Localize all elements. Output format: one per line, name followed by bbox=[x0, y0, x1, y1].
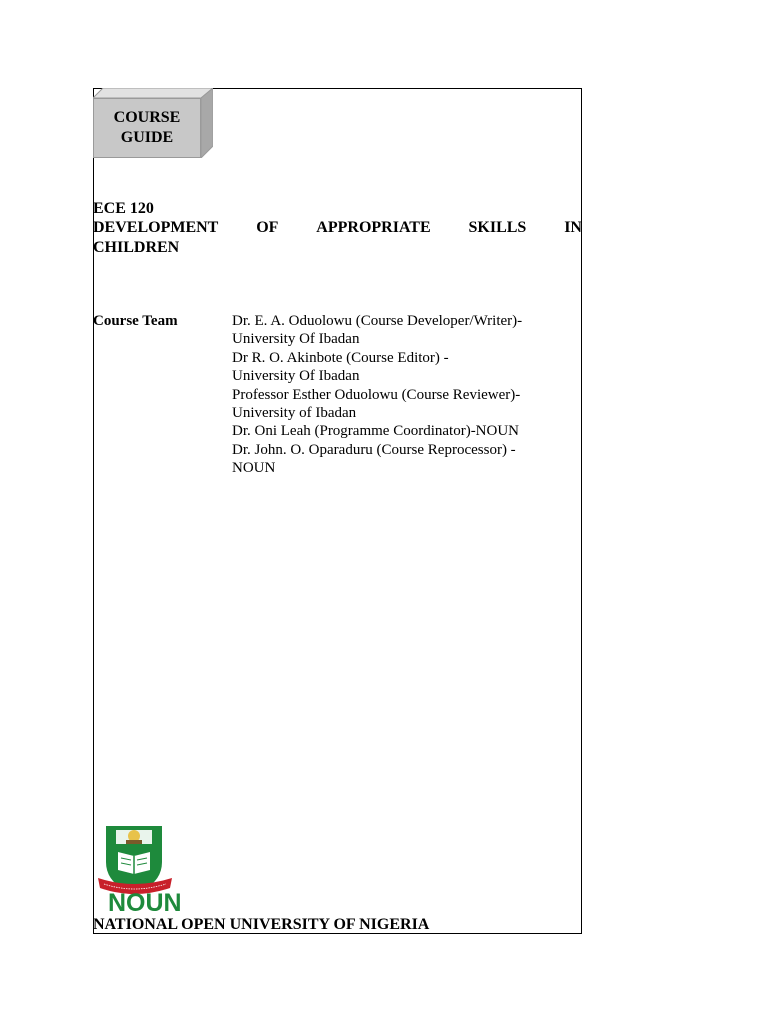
team-member-line: Professor Esther Oduolowu (Course Reviewer)- bbox=[232, 386, 521, 403]
course-title bbox=[93, 218, 582, 258]
badge-line-1: COURSE bbox=[113, 109, 181, 126]
team-member-line: Dr. Oni Leah (Programme Coordinator)-NOUN bbox=[232, 423, 520, 440]
team-member-line: University Of Ibadan bbox=[232, 368, 360, 385]
course-team-label: Course Team bbox=[93, 313, 178, 329]
team-member-line: Dr. John. O. Oparaduru (Course Reprocessor) - bbox=[232, 441, 516, 458]
title-word: IN bbox=[564, 219, 582, 236]
team-member-line: University of Ibadan bbox=[232, 405, 357, 422]
title-word: OF bbox=[256, 219, 279, 236]
course-code: ECE 120 bbox=[93, 200, 154, 217]
institution-name: NATIONAL OPEN UNIVERSITY OF NIGERIA bbox=[93, 916, 430, 933]
course-title-line-1 bbox=[93, 218, 582, 238]
team-member-line: Dr R. O. Akinbote (Course Editor) - bbox=[232, 349, 449, 366]
noun-logo-text: NOUN bbox=[108, 889, 182, 917]
badge-line-2: GUIDE bbox=[120, 129, 174, 146]
team-member-line: Dr. E. A. Oduolowu (Course Developer/Writer)- bbox=[232, 313, 523, 329]
badge-top-face bbox=[93, 88, 213, 98]
title-word: APPROPRIATE bbox=[316, 219, 431, 236]
title-word: DEVELOPMENT bbox=[93, 219, 219, 236]
badge-front-face bbox=[93, 98, 201, 158]
team-member-line: University Of Ibadan bbox=[232, 331, 360, 348]
team-member-line: NOUN bbox=[232, 460, 276, 477]
title-word: SKILLS bbox=[468, 219, 527, 236]
course-title-line-2: CHILDREN bbox=[93, 239, 180, 256]
course-team-list bbox=[232, 312, 522, 478]
badge-side-face bbox=[201, 88, 213, 158]
page-border-frame bbox=[93, 88, 582, 934]
course-guide-badge bbox=[93, 88, 213, 160]
